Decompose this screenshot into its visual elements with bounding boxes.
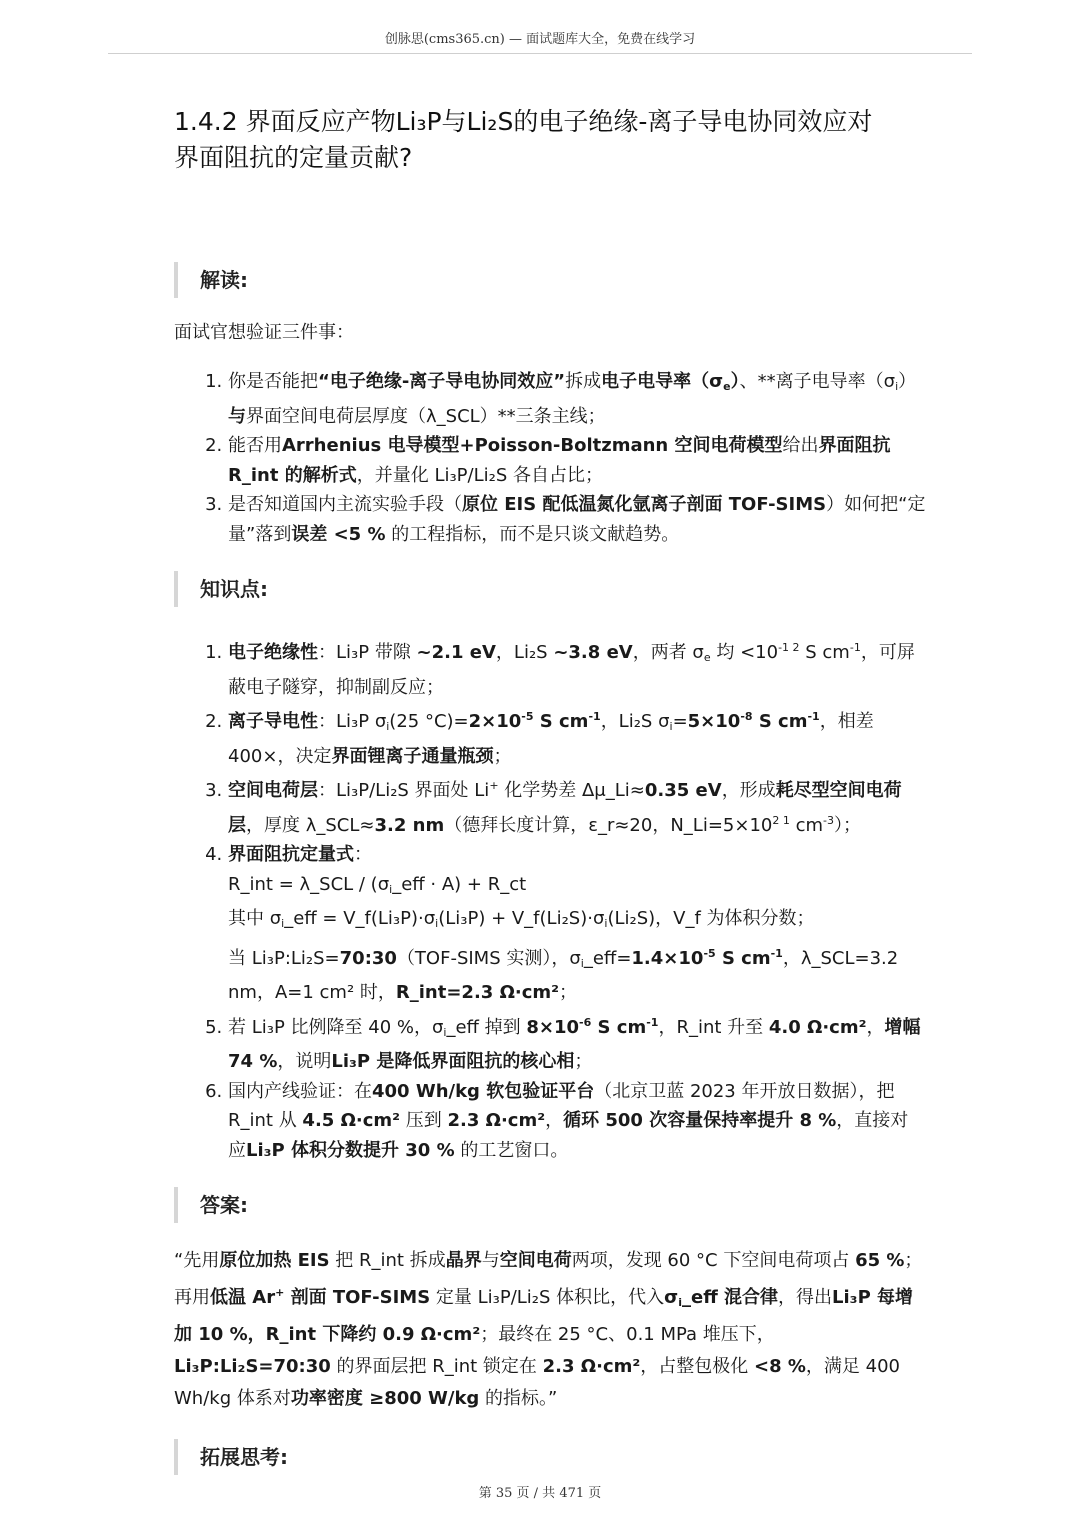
knowledge-item: 2. 离子导电性：Li₃P $\sigma_i(25$ $^\circ C)=2\times 10^{-5}$ S $cm^{-1}$，Li₂S $\sigma_i=5\times 10^{-8}$ S $cm^{-1}$，相差 400×，决定界面锂离子通量瓶颈； bbox=[228, 702, 926, 771]
section-heading-extension: 拓展思考: bbox=[174, 1439, 926, 1475]
section-heading-knowledge: 知识点: bbox=[174, 571, 926, 607]
section-heading-interpretation: 解读: bbox=[174, 262, 926, 298]
question-title-line2: 界面阻抗的定量贡献? bbox=[174, 143, 413, 172]
document-body bbox=[174, 104, 926, 1475]
header-divider bbox=[108, 53, 972, 54]
question-title bbox=[174, 104, 926, 176]
section-heading-answer: 答案: bbox=[174, 1187, 926, 1223]
question-title-line1: 界面反应产物Li₃P与Li₂S的电子绝缘-离子导电协同效应对 bbox=[245, 107, 873, 136]
interpretation-item: 1. 你是否能把“电子绝缘-离子导电协同效应”拆成电子电导率$(\sigma_e)$、**离子电导率$(\sigma_i)$与界面空间电荷层厚度（λ_SCL）**三条主线； bbox=[228, 367, 926, 431]
question-number: 1.4.2 bbox=[174, 107, 238, 136]
interpretation-item: 3. 是否知道国内主流实验手段（原位 EIS 配低温氮化氩离子剖面 TOF-SIMS）如何把“定量”落到误差 <5 % 的工程指标，而不是只谈文献趋势。 bbox=[228, 490, 926, 549]
interpretation-item: 2. 能否用Arrhenius 电导模型+Poisson-Boltzmann 空间电荷模型给出界面阻抗 R_int 的解析式，并量化 Li₃P/Li₂S 各自占比； bbox=[228, 431, 926, 490]
knowledge-item: 5. 若 Li₃P 比例降至 40 %，$\sigma_i\_eff$ 掉到 $8\times 10^{-6}$ S $cm^{-1}$，R_int 升至 4.0 Ω·cm²，增幅 74 %，说明Li₃P 是降低界面阻抗的核心相； bbox=[228, 1008, 926, 1077]
interpretation-intro: 面试官想验证三件事： bbox=[174, 322, 354, 343]
knowledge-list bbox=[174, 633, 926, 1165]
page-number: 第 35 页 / 共 471 页 bbox=[478, 1486, 602, 1501]
answer-text: “先用原位加热 EIS 把 R_int 拆成晶界与空间电荷两项，发现 60 °C 下空间电荷项占 65 %；再用低温 Ar+ 剖面 TOF-SIMS 定量 Li₃P/Li₂S 体积比，代入$\sigma_i\_eff$ 混合律，得出Li₃P 每增加 10 %，R_int 下降约 0.9 Ω·cm²；最终在 25 °C、0.1 MPa 堆压下，Li₃P:Li₂S=70:30 的界面层把 R_int 锁定在 2.3 Ω·cm²，占整包极化 <8 %，满足 400 Wh/kg 体系对功率密度 ≥800 W/kg 的指标。” bbox=[174, 1250, 923, 1409]
knowledge-item: 6. 国内产线验证：在400 Wh/kg 软包验证平台（北京卫蓝 2023 年开放日数据），把 R_int 从 4.5 Ω·cm² 压到 2.3 Ω·cm²，循环 500 次容量保持率提升 8 %，直接对应Li₃P 体积分数提升 30 % 的工艺窗口。 bbox=[228, 1077, 926, 1166]
knowledge-item: 4. 界面阻抗定量式： R_int = λ_SCL / $(\sigma_i\_eff \cdot A)$ + R_ct 其中 $\sigma_i\_eff$ = $V\_f(Li_3P)\cdot\sigma_i(Li_3P)$ + $V\_f(Li_2S)\cdot\sigma_i(Li_2S)$，V_f 为体积分数； 当 Li₃P:Li₂S=70:30（TOF-SIMS 实测），$\sigma_i\_eff=1.4\times 10^{-5}$ S $cm^{-1}$，λ_SCL=3.2 nm，A=1 cm² 时，R_int=2.3 Ω·cm²； bbox=[228, 840, 926, 1008]
interpretation-list bbox=[174, 367, 926, 549]
knowledge-item: 3. 空间电荷层：Li₃P/Li₂S 界面处 Li+ 化学势差 Δμ_Li≈0.35 eV，形成耗尽型空间电荷层，厚度 λ_SCL≈3.2 nm（德拜长度计算，ε_r≈20，$N\_Li=5\times 10^{2 1}$ $cm^{-3}$）； bbox=[228, 771, 926, 840]
knowledge-item: 1. 电子绝缘性：Li₃P 带隙 ~2.1 eV，Li₂S ~3.8 eV，两者 $\sigma_e$ 均 $<10^{-1 2}$ S $cm^{-1}$，可屏蔽电子隧穿，抑制副反应； bbox=[228, 633, 926, 702]
page-header: 创脉思(cms365.cn) — 面试题库大全，免费在线学习 bbox=[384, 32, 696, 47]
